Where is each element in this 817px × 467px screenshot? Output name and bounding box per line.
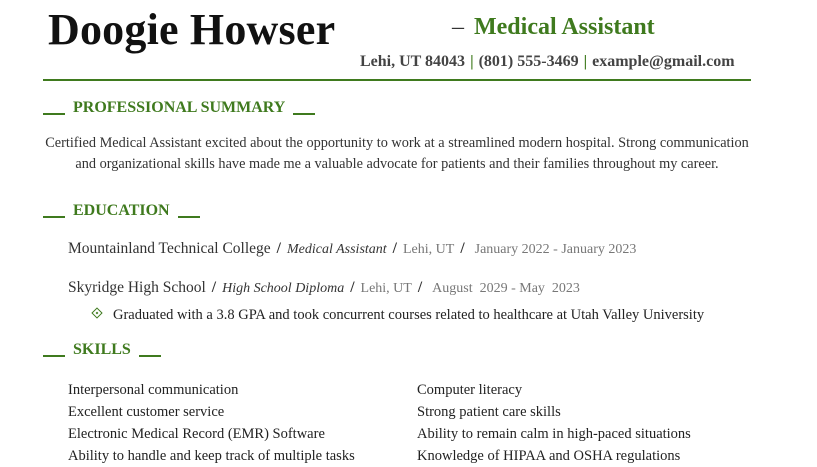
education-entry [68,240,636,258]
heading-bar [293,113,315,115]
summary-text: Certified Medical Assistant excited about the opportunity to work at a streamlined modern hospital. Strong communication and organizational skills have made me a valuable advocate for patients and their families throughout my career. [45,135,749,172]
education-entry [68,279,580,297]
skill-item: Strong patient care skills [417,404,561,420]
job-title [452,14,655,41]
school-name: Skyridge High School [68,279,206,296]
diamond-bullet-icon [91,307,102,318]
section-heading-label: SKILLS [73,341,131,358]
section-heading-label: EDUCATION [73,202,170,219]
header-divider [43,79,751,81]
degree: High School Diploma [222,281,345,296]
education-bullet [93,307,704,324]
section-heading-education [43,202,200,220]
slash-separator: / [350,279,355,296]
school-name: Mountainland Technical College [68,240,271,257]
heading-bar [43,216,65,218]
title-dash: – [452,14,464,40]
candidate-name: Doogie Howser [48,5,336,54]
contact-email[interactable]: example@gmail.com [592,53,735,70]
slash-separator: / [276,240,281,257]
heading-bar [43,355,65,357]
heading-bar [43,113,65,115]
slash-separator: / [392,240,397,257]
section-heading-skills [43,341,161,359]
school-location: Lehi, UT [360,281,412,296]
skill-item: Electronic Medical Record (EMR) Software [68,426,325,442]
skill-item: Interpersonal communication [68,382,239,398]
skill-item: Computer literacy [417,382,523,398]
skills-right-column [417,379,691,467]
slash-separator: / [211,279,217,296]
school-dates: January 2022 - January 2023 [474,242,637,257]
bullet-text: Graduated with a 3.8 GPA and took concurrent courses related to healthcare at Utah Valley University [113,307,705,323]
job-title-text: Medical Assistant [474,14,655,40]
heading-bar [139,355,161,357]
degree: Medical Assistant [286,242,387,257]
contact-phone: (801) 555-3469 [478,53,579,70]
heading-bar [178,216,200,218]
slash-separator: / [417,279,423,296]
section-heading-label: PROFESSIONAL SUMMARY [73,99,286,116]
school-location: Lehi, UT [402,242,455,257]
slash-separator: / [460,240,465,257]
skill-item: Knowledge of HIPAA and OSHA regulations [417,448,681,464]
skill-item: Excellent customer service [68,404,225,420]
skill-item: Ability to handle and keep track of multiple tasks [68,448,355,464]
school-dates: August 2029 - May 2023 [432,281,580,296]
contact-separator: | [583,53,588,70]
skill-item: Ability to remain calm in high-paced situations [417,426,691,442]
section-heading-summary [43,99,315,117]
skills-left-column [68,379,355,467]
contact-separator: | [470,53,474,70]
contact-location: Lehi, UT 84043 [360,53,466,70]
contact-line [360,53,735,71]
